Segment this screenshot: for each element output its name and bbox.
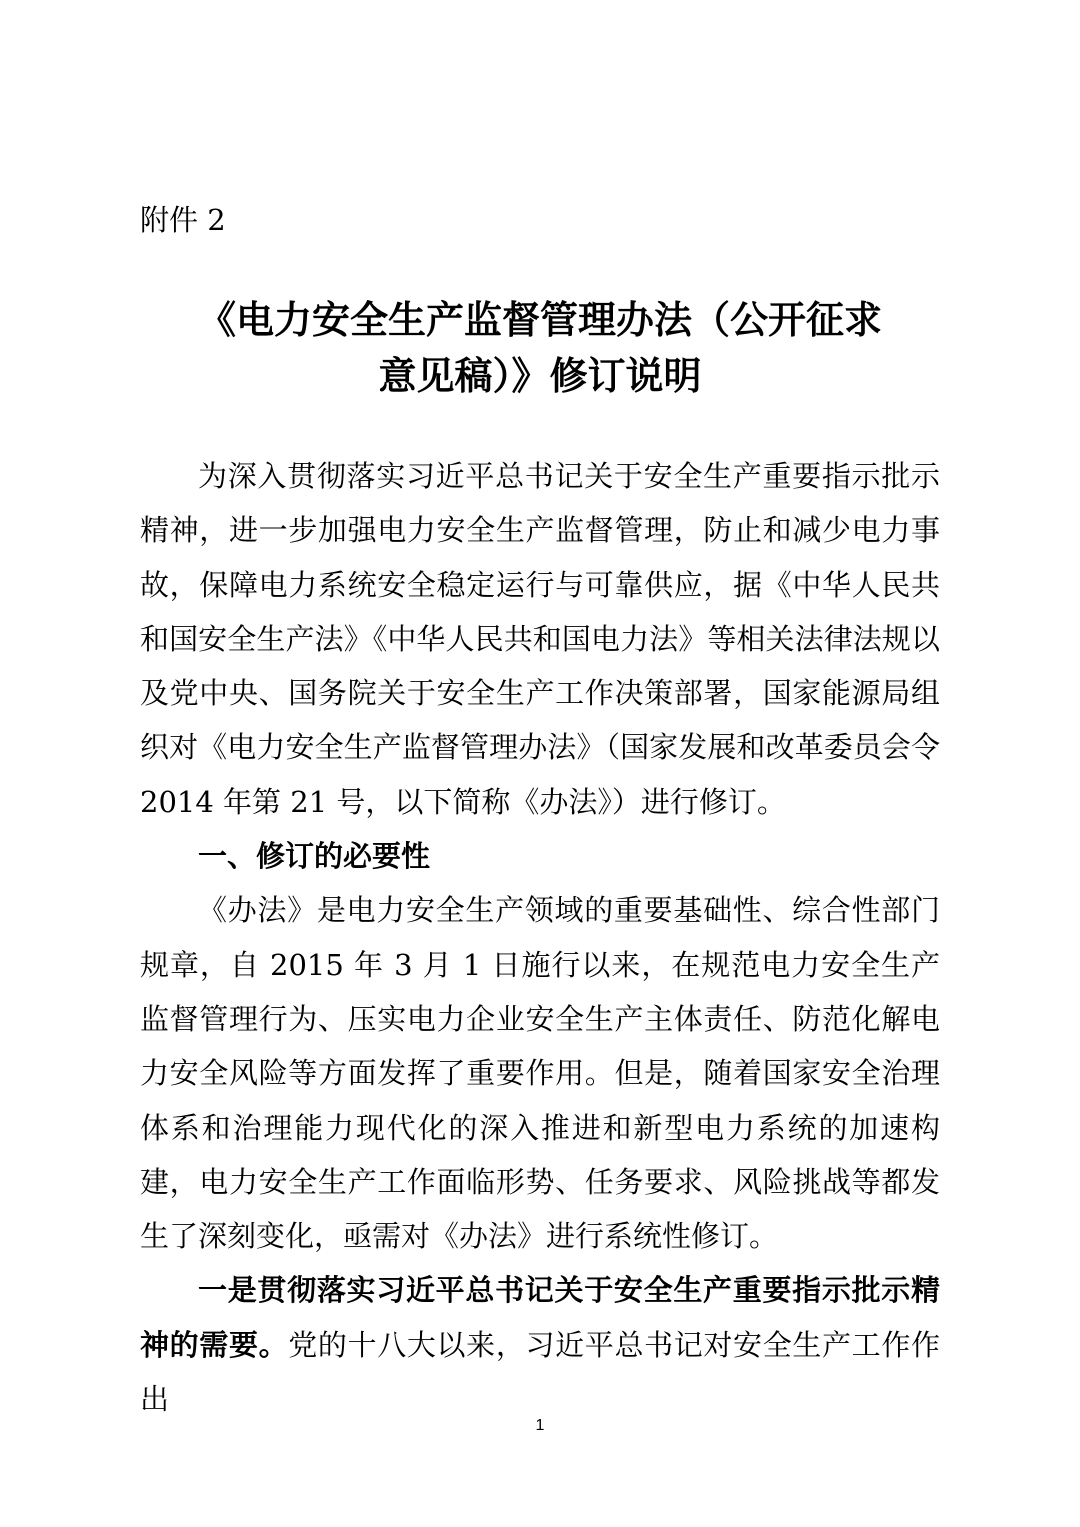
page-number: 1 xyxy=(535,1417,545,1434)
point-1-bold-lead: 一是贯彻落实习近平总书记关于安全生产重要指示批示精神的需要。 xyxy=(140,1273,940,1362)
document-title-line-1: 《电力安全生产监督管理办法（公开征求 xyxy=(197,298,882,342)
attachment-label: 附件 2 xyxy=(140,203,226,237)
necessity-paragraph: 《办法》是电力安全生产领域的重要基础性、综合性部门规章，自 2015 年 3 月 1 日施行以来，在规范电力安全生产监督管理行为、压实电力企业安全生产主体责任、防范化解电力安全风险等方面发挥了重要作用。但是，随着国家安全治理体系和治理能力现代化的深入推进和新型电力系统的加速构建，电力安全生产工作面临形势、任务要求、风险挑战等都发生了深刻变化，亟需对《办法》进行系统性修订。 xyxy=(140,893,940,1254)
section-heading-necessity: 一、修订的必要性 xyxy=(198,839,431,874)
document-body xyxy=(140,449,940,1426)
intro-paragraph: 为深入贯彻落实习近平总书记关于安全生产重要指示批示精神，进一步加强电力安全生产监督管理，防止和减少电力事故，保障电力系统安全稳定运行与可靠供应，据《中华人民共和国安全生产法》《中华人民共和国电力法》等相关法律法规以及党中央、国务院关于安全生产工作决策部署，国家能源局组织对《电力安全生产监督管理办法》（国家发展和改革委员会令 2014 年第 21 号，以下简称《办法》）进行修订。 xyxy=(140,459,940,819)
document-title xyxy=(140,292,940,404)
point-1-text: 党的十八大以来，习近平总书记对安全生产工作作出 xyxy=(140,1327,940,1417)
document-title-line-2: 意见稿）》修订说明 xyxy=(378,354,702,398)
point-1-paragraph xyxy=(140,1263,940,1426)
